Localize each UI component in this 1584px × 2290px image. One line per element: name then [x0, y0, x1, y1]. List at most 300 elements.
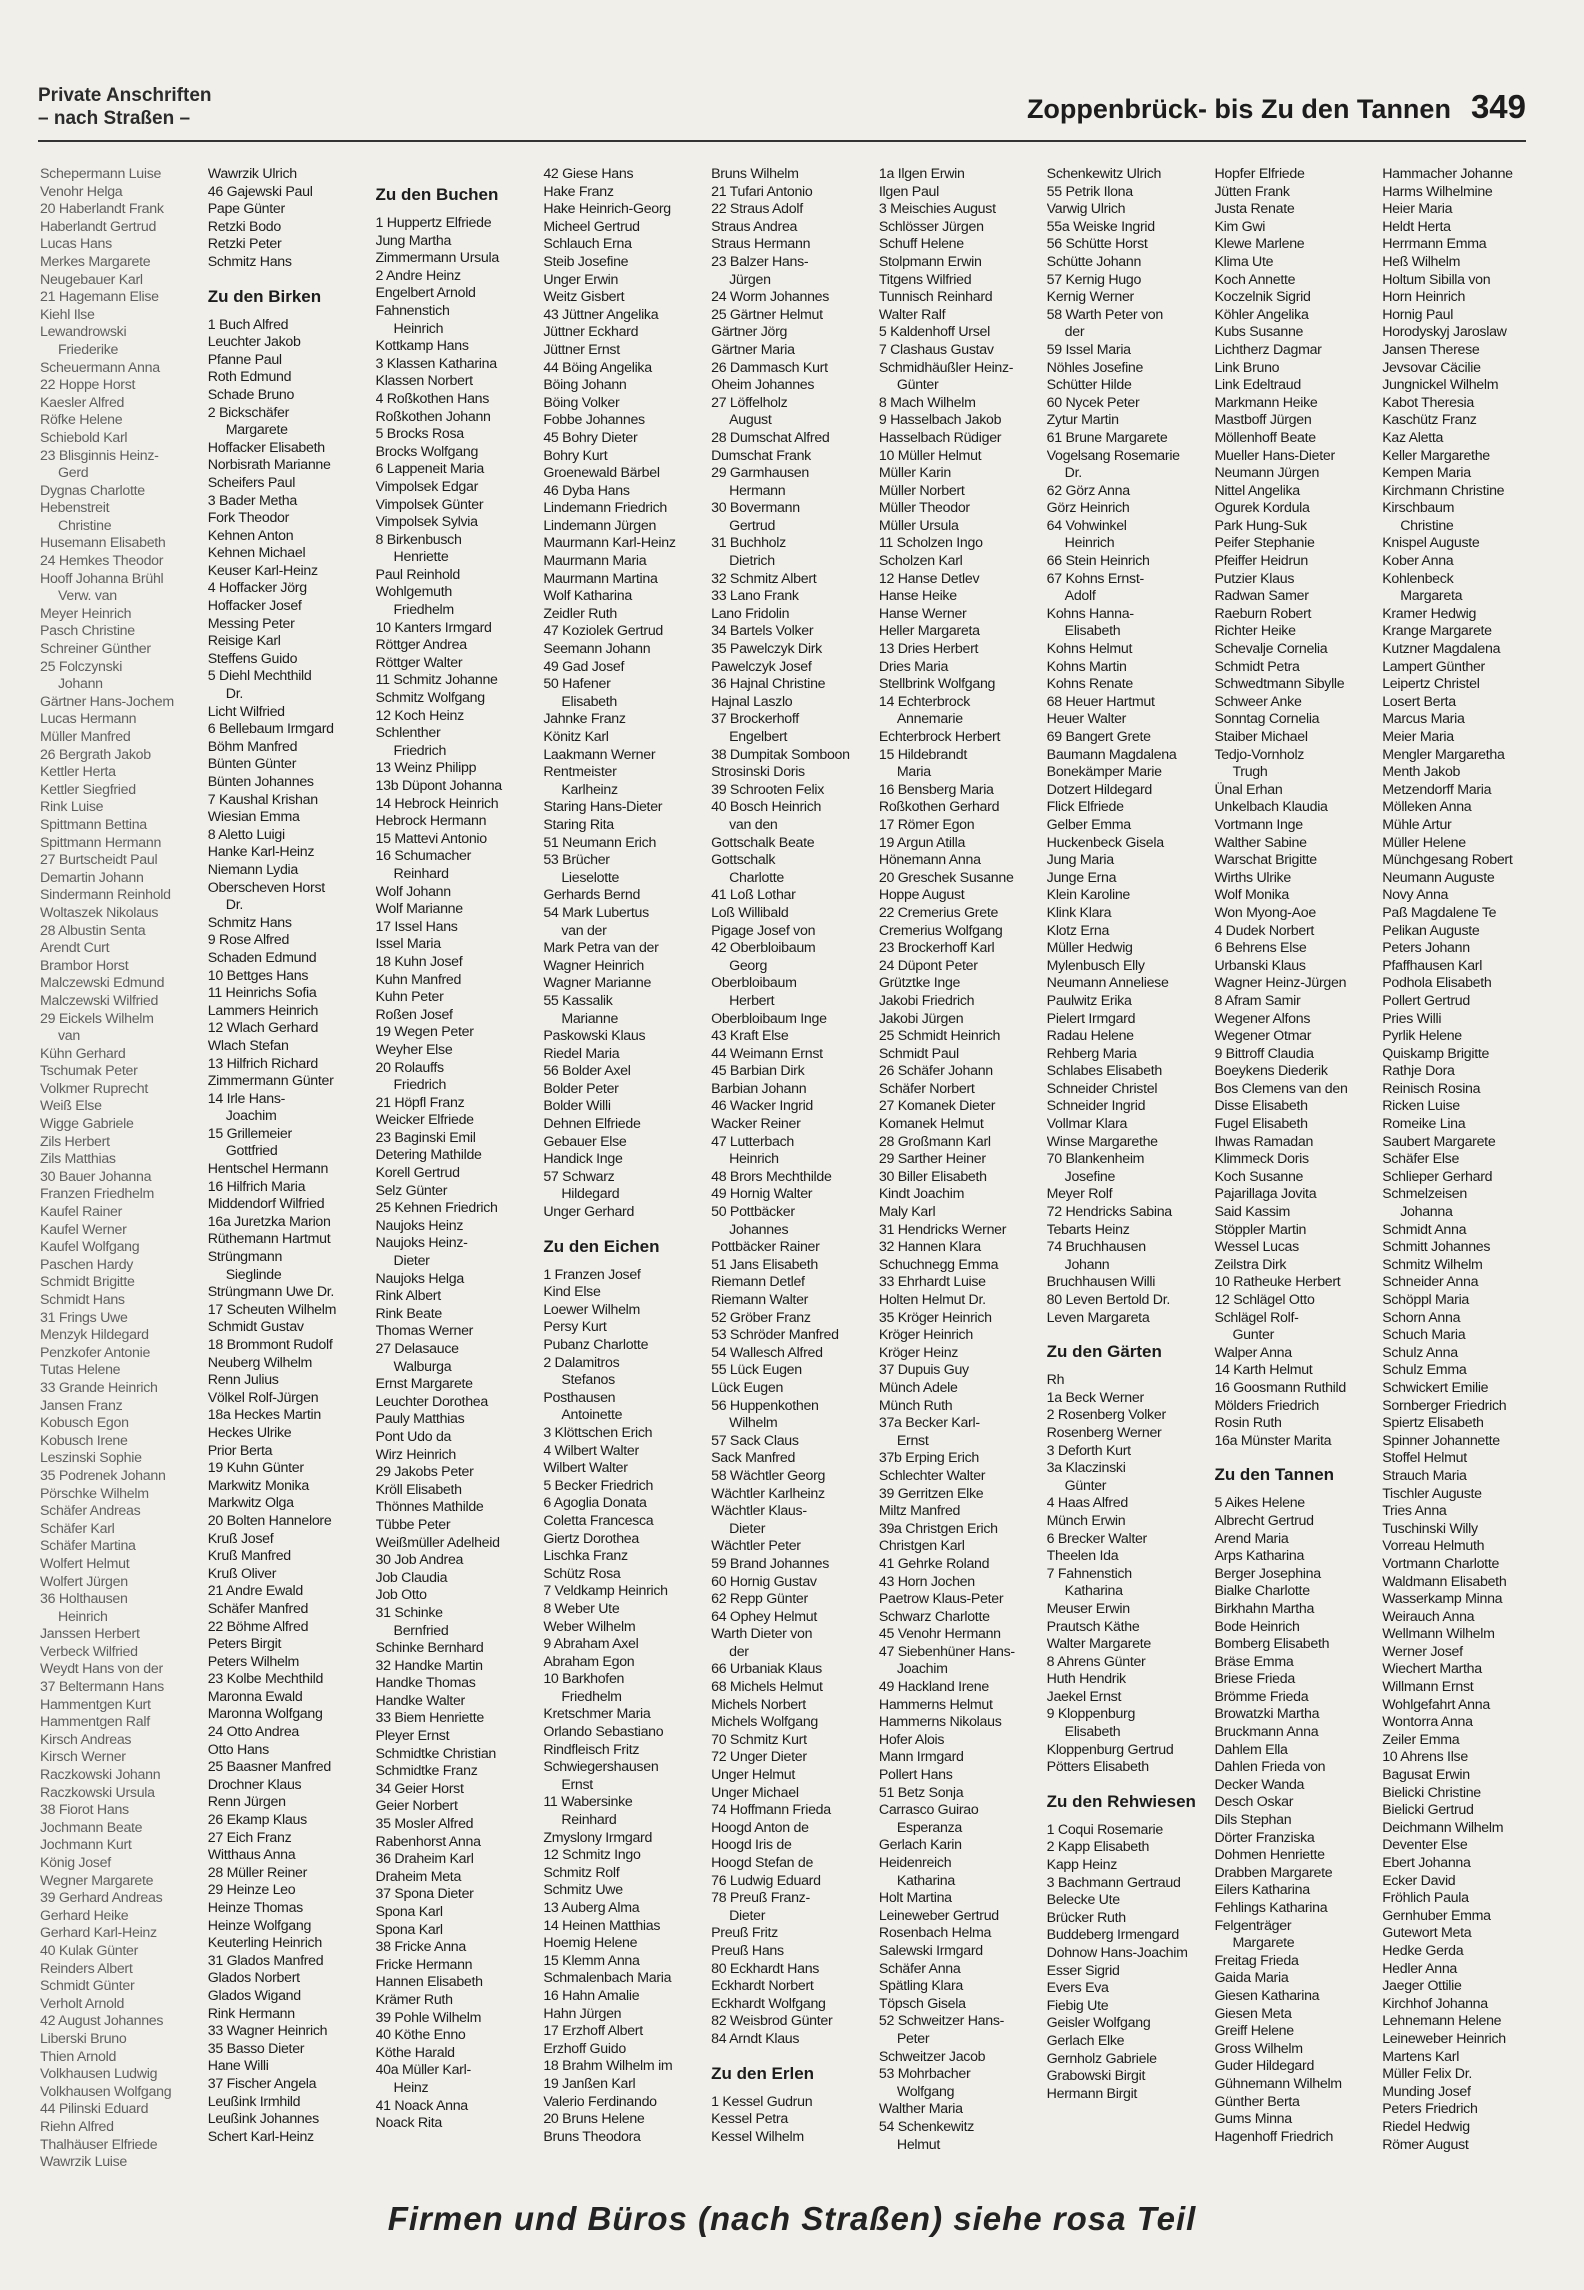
directory-entry: 46 Dyba Hans	[543, 482, 630, 499]
directory-entry: Tries Anna	[1382, 1503, 1447, 1520]
directory-entry: Scholzen Karl	[878, 553, 963, 570]
directory-entry: Weirauch Anna	[1382, 1608, 1475, 1625]
directory-entry: Günter	[1064, 1477, 1107, 1494]
directory-entry: Hoemig Helene	[543, 1935, 638, 1952]
directory-entry: Schäfer Andreas	[40, 1503, 141, 1520]
directory-entry: Hanke Karl-Heinz	[207, 844, 315, 861]
directory-entry: Tedjo-Vornholz	[1214, 746, 1305, 763]
directory-entry: Jüttner Ernst	[543, 341, 620, 358]
directory-entry: Wacker Reiner	[711, 1116, 801, 1133]
directory-entry: 28 Großmann Karl	[878, 1133, 991, 1150]
directory-entry: Fehlings Katharina	[1214, 1900, 1328, 1916]
directory-entry: Bernfried	[393, 1622, 449, 1639]
column-2	[208, 166, 370, 2201]
directory-entry: Orlando Sebastiano	[543, 1724, 664, 1741]
street-heading: Zu den Rehwiesen	[1046, 1791, 1196, 1811]
directory-entry: Vogelsang Rosemarie	[1046, 447, 1180, 464]
directory-entry: Kröger Heinz	[878, 1344, 959, 1361]
directory-entry: Weyher Else	[375, 1041, 453, 1058]
directory-entry: Spätling Klara	[878, 1978, 964, 1995]
directory-entry: Winse Margarethe	[1046, 1133, 1158, 1150]
directory-entry: Miltz Manfred	[878, 1503, 961, 1520]
directory-entry: 18 Kuhn Josef	[375, 953, 463, 970]
directory-entry: 12 Schmitz Ingo	[543, 1847, 641, 1864]
directory-entry: Reinders Albert	[40, 1960, 133, 1977]
directory-entry: Gärtner Hans-Jochem	[40, 693, 174, 710]
directory-entry: Groenewald Bärbel	[543, 465, 660, 482]
directory-entry: Jevsovar Cäcilie	[1382, 359, 1481, 376]
directory-entry: Kaufel Werner	[40, 1221, 127, 1238]
directory-entry: Roßkothen Johann	[375, 408, 491, 425]
directory-entry: Fröhlich Paula	[1382, 1890, 1469, 1907]
directory-entry: Hermann Birgit	[1046, 2085, 1138, 2102]
directory-entry: 66 Urbaniak Klaus	[711, 1661, 822, 1678]
directory-entry: Klink Klara	[1046, 904, 1112, 921]
directory-entry: Holten Helmut Dr.	[878, 1292, 986, 1308]
directory-entry: Kettler Herta	[40, 764, 116, 781]
directory-entry: 14 Hebrock Heinrich	[375, 795, 499, 812]
directory-entry: Schmidt Paul	[878, 1045, 959, 1062]
directory-entry: Bialke Charlotte	[1214, 1583, 1310, 1600]
directory-entry: 60 Nycek Peter	[1046, 394, 1140, 411]
directory-entry: 31 Frings Uwe	[40, 1309, 128, 1326]
directory-entry: Esser Sigrid	[1046, 1962, 1120, 1979]
directory-entry: Gühnemann Wilhelm	[1214, 2075, 1342, 2092]
directory-entry: Lichtherz Dagmar	[1214, 341, 1322, 358]
directory-entry: Kehnen Anton	[207, 527, 294, 544]
directory-entry: Mengler Margaretha	[1382, 746, 1505, 763]
directory-entry: Hebrock Hermann	[375, 813, 487, 830]
directory-entry: Röfke Helene	[40, 412, 123, 429]
directory-entry: Schlenther	[375, 725, 441, 742]
directory-entry: 3 Klöttschen Erich	[543, 1424, 653, 1441]
directory-entry: Töpsch Gisela	[878, 1995, 966, 2012]
directory-entry: 19 Janßen Karl	[543, 2075, 636, 2092]
directory-entry: Pörschke Wilhelm	[40, 1485, 149, 1502]
directory-entry: Huth Hendrik	[1046, 1671, 1126, 1688]
directory-entry: Kohns Helmut	[1046, 641, 1133, 658]
directory-entry: Zils Herbert	[40, 1133, 110, 1150]
directory-entry: Liberski Bruno	[40, 2030, 127, 2047]
directory-entry: Jürgen	[729, 271, 771, 288]
directory-entry: Eckhardt Wolfgang	[711, 1995, 826, 2012]
directory-entry: van der	[561, 922, 607, 939]
directory-entry: 16 Schumacher	[375, 848, 472, 865]
directory-entry: 37 Brockerhoff	[711, 711, 799, 728]
directory-entry: Dehnen Elfriede	[543, 1116, 641, 1133]
directory-entry: Lischka Franz	[543, 1548, 628, 1565]
directory-entry: Wilbert Walter	[543, 1460, 628, 1477]
directory-entry: Spona Karl	[375, 1904, 443, 1920]
directory-entry: 42 Oberbloibaum	[711, 940, 816, 957]
directory-entry: Jansen Therese	[1382, 341, 1480, 358]
directory-entry: Wawrzik Luise	[40, 2154, 128, 2171]
directory-entry: 37 Beltermann Hans	[40, 1679, 164, 1696]
directory-entry: 55 Kassalik	[543, 992, 613, 1009]
directory-entry: Ernst	[561, 1776, 593, 1793]
directory-entry: Walburga	[393, 1358, 452, 1375]
directory-entry: Münchgesang Robert	[1382, 852, 1513, 869]
directory-entry: Johanna	[1400, 1204, 1453, 1221]
directory-entry: Ihwas Ramadan	[1214, 1133, 1314, 1150]
directory-entry: Menzyk Hildegard	[40, 1327, 149, 1344]
section-title	[38, 84, 212, 130]
directory-entry: Dohmen Henriette	[1214, 1847, 1325, 1864]
directory-entry: 4 Haas Alfred	[1046, 1495, 1128, 1512]
directory-entry: Helmut	[896, 2136, 941, 2153]
directory-entry: Gernholz Gabriele	[1046, 2050, 1157, 2067]
directory-entry: 1a Beck Werner	[1046, 1389, 1144, 1406]
directory-entry: 51 Neumann Erich	[543, 834, 657, 851]
directory-entry: 20 Bolten Hannelore	[207, 1512, 332, 1529]
column-4	[543, 166, 705, 2201]
directory-entry: Mylenbusch Elly	[1046, 957, 1145, 974]
directory-entry: 12 Schlägel Otto	[1214, 1292, 1315, 1308]
directory-entry: Wirz Heinrich	[375, 1446, 456, 1463]
directory-entry: Gerhard Heike	[40, 1907, 129, 1924]
directory-entry: Rink Luise	[40, 799, 104, 816]
directory-entry: 25 Schmidt Heinrich	[878, 1028, 1001, 1045]
directory-entry: Walther Maria	[878, 2101, 963, 2118]
directory-entry: Böing Volker	[543, 394, 620, 411]
directory-entry: 19 Wegen Peter	[375, 1024, 474, 1041]
directory-entry: Naujoks Helga	[375, 1270, 464, 1287]
directory-entry: Persy Kurt	[543, 1319, 607, 1336]
directory-entry: 13 Weinz Philipp	[375, 760, 477, 777]
directory-entry: Coletta Francesca	[543, 1512, 654, 1529]
directory-entry: Handke Walter	[375, 1692, 465, 1709]
directory-entry: Leven Margareta	[1046, 1309, 1150, 1326]
directory-entry: Kramer Hedwig	[1382, 605, 1477, 622]
directory-entry: Ilgen Paul	[878, 183, 939, 200]
directory-entry: Noack Rita	[375, 2115, 442, 2132]
directory-entry: Unger Helmut	[711, 1767, 796, 1784]
directory-entry: 8 Mach Wilhelm	[878, 394, 976, 411]
directory-entry: Schmitz Rolf	[543, 1864, 620, 1881]
directory-entry: Demartin Johann	[40, 869, 144, 886]
directory-entry: Schwiegershausen	[543, 1759, 659, 1776]
directory-entry: Middendorf Wilfried	[207, 1196, 325, 1213]
directory-entry: 18 Brommont Rudolf	[207, 1337, 333, 1353]
directory-entry: Gertrud	[729, 517, 776, 534]
directory-entry: Klotz Erna	[1046, 922, 1110, 939]
directory-entry: Selz Günter	[375, 1182, 448, 1199]
directory-entry: Leußink Irmhild	[207, 2093, 301, 2110]
directory-entry: Pape Günter	[207, 201, 285, 218]
directory-entry: Leußink Johannes	[207, 2111, 319, 2128]
directory-entry: Walter Ralf	[878, 306, 946, 323]
directory-entry: Neumann Anneliese	[1046, 975, 1169, 992]
directory-entry: Rink Beate	[375, 1305, 442, 1322]
directory-entry: 7 Fahnenstich	[1046, 1565, 1132, 1582]
directory-entry: Theelen Ida	[1046, 1548, 1119, 1565]
directory-entry: Barbian Johann	[711, 1080, 807, 1097]
directory-entry: Rosin Ruth	[1214, 1415, 1282, 1432]
directory-entry: Meyer Heinrich	[40, 605, 132, 622]
column-6	[879, 166, 1041, 2201]
directory-entry: Hoogd Iris de	[711, 1837, 792, 1854]
directory-entry: Haberlandt Gertrud	[40, 218, 157, 235]
directory-entry: Klassen Norbert	[375, 373, 473, 390]
directory-entry: 27 Löffelholz	[711, 394, 788, 411]
directory-entry: 45 Venohr Hermann	[878, 1626, 1001, 1643]
directory-entry: 26 Schäfer Johann	[878, 1063, 993, 1080]
directory-entry: Stoffel Helmut	[1382, 1450, 1467, 1467]
directory-entry: Gunter	[1232, 1327, 1275, 1344]
directory-entry: Loß Willibald	[711, 904, 789, 921]
directory-entry: Jung Maria	[1046, 852, 1114, 869]
directory-entry: 20 Greschek Susanne	[878, 869, 1014, 886]
directory-entry: 39 Pohle Wilhelm	[375, 2009, 482, 2026]
directory-entry: Staring Hans-Dieter	[543, 799, 663, 816]
directory-entry: Bode Heinrich	[1214, 1618, 1300, 1635]
directory-entry: 54 Wallesch Alfred	[711, 1344, 823, 1361]
directory-entry: 44 Weimann Ernst	[711, 1045, 823, 1062]
directory-entry: 70 Schmitz Kurt	[711, 1731, 807, 1748]
directory-entry: Pottbäcker Rainer	[711, 1239, 820, 1256]
directory-entry: Wawrzik Ulrich	[207, 166, 297, 182]
directory-entry: 4 Hoffacker Jörg	[207, 580, 307, 597]
directory-entry: Huckenbeck Gisela	[1046, 834, 1164, 851]
directory-entry: 40 Kulak Günter	[40, 1942, 139, 1959]
directory-entry: 42 August Johannes	[40, 2013, 164, 2030]
directory-entry: Park Hung-Suk	[1214, 517, 1307, 534]
directory-entry: Gaida Maria	[1214, 1970, 1289, 1987]
street-range: Zoppenbrück- bis Zu den Tannen	[1026, 94, 1451, 124]
directory-entry: Link Edeltraud	[1214, 377, 1301, 394]
directory-entry: Fobbe Johannes	[543, 412, 645, 429]
directory-entry: 84 Arndt Klaus	[711, 2030, 800, 2047]
directory-entry: 37 Fischer Angela	[207, 2075, 317, 2092]
directory-entry: Kempen Maria	[1382, 465, 1471, 482]
directory-entry: Heuer Walter	[1046, 711, 1127, 728]
directory-entry: Neuberg Wilhelm	[207, 1354, 313, 1371]
directory-entry: Kubs Susanne	[1214, 324, 1304, 341]
directory-entry: 8 Afram Samir	[1214, 992, 1301, 1009]
directory-entry: Witthaus Anna	[207, 1847, 296, 1864]
directory-entry: Gerlach Elke	[1046, 2032, 1125, 2049]
directory-entry: Jaekel Ernst	[1046, 1688, 1122, 1705]
directory-entry: Schmidtke Christian	[375, 1745, 497, 1762]
directory-entry: Verbeck Wilfried	[40, 1643, 138, 1660]
directory-entry: Bünten Günter	[207, 756, 297, 773]
directory-entry: 21 Andre Ewald	[207, 1583, 303, 1600]
directory-entry: Thönnes Mathilde	[375, 1499, 484, 1516]
directory-entry: Peters Birgit	[207, 1636, 282, 1653]
directory-entry: Wilhelm	[729, 1415, 778, 1432]
directory-entry: 1 Buch Alfred	[207, 316, 289, 333]
directory-entry: Lucas Hans	[40, 236, 112, 253]
directory-entry: Kruß Oliver	[207, 1565, 277, 1582]
directory-entry: Heinrich	[393, 320, 444, 337]
directory-entry: August	[729, 412, 772, 429]
directory-entry: Hannen Elisabeth	[375, 1974, 483, 1991]
directory-entry: Neumann Auguste	[1382, 869, 1495, 886]
directory-entry: 8 Birkenbusch	[375, 531, 462, 548]
directory-entry: 14 Echterbrock	[878, 693, 971, 710]
directory-entry: Riehn Alfred	[40, 2118, 114, 2135]
directory-entry: Hentschel Hermann	[207, 1161, 329, 1178]
directory-entry: Kehnen Michael	[207, 545, 306, 562]
directory-entry: Hammerns Helmut	[878, 1696, 993, 1713]
directory-entry: 6 Behrens Else	[1214, 940, 1307, 957]
directory-entry: Peters Friedrich	[1382, 2101, 1478, 2118]
directory-entry: Leuchter Dorothea	[375, 1393, 488, 1410]
directory-entry: Müller Felix Dr.	[1382, 2066, 1473, 2083]
directory-entry: Volkhausen Wolfgang	[40, 2083, 172, 2100]
directory-entry: 64 Vohwinkel	[1046, 517, 1127, 534]
directory-entry: Cremerius Wolfgang	[878, 922, 1003, 939]
directory-entry: 82 Weisbrod Günter	[711, 2013, 833, 2030]
directory-entry: Wiechert Martha	[1382, 1661, 1482, 1678]
directory-entry: Friedrich	[393, 1077, 447, 1094]
directory-entry: Kettler Siegfried	[40, 781, 136, 798]
directory-entry: Roth Edmund	[207, 369, 292, 386]
directory-entry: 3 Meischies August	[878, 201, 996, 218]
directory-entry: Kloppenburg Gertrud	[1046, 1741, 1174, 1758]
directory-entry: 29 Garmhausen	[711, 465, 809, 482]
directory-entry: Said Kassim	[1214, 1204, 1290, 1221]
directory-entry: Paskowski Klaus	[543, 1028, 646, 1045]
directory-entry: Warschat Brigitte	[1214, 852, 1317, 869]
directory-entry: Radwan Samer	[1214, 588, 1309, 605]
directory-entry: 39a Christgen Erich	[878, 1520, 998, 1537]
directory-entry: Lehnemann Helene	[1382, 2013, 1502, 2030]
directory-entry: Hammentgen Ralf	[40, 1714, 150, 1731]
directory-entry: Lano Fridolin	[711, 605, 790, 622]
directory-entry: Herrmann Emma	[1382, 236, 1487, 253]
directory-entry: Gottschalk Beate	[711, 834, 815, 851]
directory-entry: 38 Dumpitak Somboon	[711, 746, 850, 763]
directory-entry: Sornberger Friedrich	[1382, 1397, 1507, 1414]
directory-entry: Wolf Katharina	[543, 588, 632, 605]
directory-entry: 69 Bangert Grete	[1046, 729, 1151, 745]
directory-entry: 66 Stein Heinrich	[1046, 553, 1150, 570]
directory-entry: Mark Petra van der	[543, 940, 659, 957]
directory-entry: 57 Schwarz	[543, 1168, 615, 1185]
directory-entry: 16 Hilfrich Maria	[207, 1178, 306, 1195]
directory-entry: Heinrich	[1064, 535, 1115, 552]
directory-entry: 53 Mohrbacher	[878, 2066, 971, 2083]
directory-entry: Herbert	[729, 992, 775, 1009]
directory-entry: 9 Kloppenburg	[1046, 1706, 1136, 1723]
directory-entry: 15 Hildebrandt	[878, 746, 967, 763]
directory-entry: Kohns Martin	[1046, 658, 1127, 675]
directory-entry: Peter	[896, 2030, 930, 2047]
directory-entry: Nittel Angelika	[1214, 482, 1300, 499]
directory-entry: Glados Wigand	[207, 1987, 301, 2004]
directory-entry: 74 Hoffmann Frieda	[711, 1802, 831, 1819]
directory-entry: Brömme Frieda	[1214, 1688, 1309, 1705]
directory-entry: 4 Wilbert Walter	[543, 1442, 639, 1459]
directory-entry: Felgenträger	[1214, 1917, 1292, 1934]
directory-entry: Röttger Andrea	[375, 637, 467, 654]
directory-entry: 3 Klassen Katharina	[375, 355, 497, 372]
directory-entry: 13b Düpont Johanna	[375, 778, 502, 794]
directory-entry: Schulz Emma	[1382, 1362, 1467, 1379]
directory-entry: Kühn Gerhard	[40, 1045, 126, 1062]
directory-entry: Schiebold Karl	[40, 429, 128, 446]
directory-entry: Schmitz Uwe	[543, 1882, 623, 1899]
directory-entry: 31 Glados Manfred	[207, 1952, 324, 1969]
directory-entry: Bünten Johannes	[207, 774, 314, 790]
directory-entry: Meuser Erwin	[1046, 1600, 1130, 1617]
directory-entry: Spinner Johannette	[1382, 1432, 1500, 1449]
directory-entry: Desch Oskar	[1214, 1794, 1294, 1811]
directory-entry: Peifer Stephanie	[1214, 535, 1315, 552]
directory-entry: Meyer Rolf	[1046, 1186, 1113, 1203]
directory-entry: Wlach Stefan	[207, 1037, 289, 1054]
directory-entry: Thalhäuser Elfriede	[40, 2136, 158, 2153]
directory-entry: 19 Argun Atilla	[878, 834, 966, 851]
directory-entry: Abraham Egon	[543, 1653, 635, 1670]
directory-entry: Riedel Maria	[543, 1045, 620, 1062]
directory-entry: Völkel Rolf-Jürgen	[207, 1389, 319, 1406]
directory-entry: 33 Biem Henriette	[375, 1710, 485, 1727]
directory-entry: Heidenreich	[878, 1855, 952, 1871]
directory-entry: Spittmann Hermann	[40, 834, 162, 851]
directory-entry: Horn Heinrich	[1382, 289, 1466, 306]
directory-entry: Rink Hermann	[207, 2005, 295, 2022]
directory-entry: van den	[729, 816, 778, 833]
directory-entry: 10 Müller Helmut	[878, 447, 982, 464]
directory-entry: Kaschütz Franz	[1382, 412, 1477, 429]
directory-entry: Pfeiffer Heidrun	[1214, 553, 1308, 570]
directory-entry: Quiskamp Brigitte	[1382, 1045, 1490, 1062]
directory-entry: Kessel Wilhelm	[711, 2128, 804, 2145]
directory-entry: Franzen Friedhelm	[40, 1186, 154, 1203]
directory-entry: 67 Kohns Ernst-	[1046, 570, 1144, 587]
directory-entry: Wegener Alfons	[1214, 1010, 1311, 1027]
directory-entry: Gärtner Maria	[711, 341, 795, 358]
directory-entry: Retzki Bodo	[207, 218, 281, 235]
directory-entry: Maly Karl	[878, 1204, 936, 1221]
directory-entry: Josefine	[1064, 1168, 1116, 1185]
directory-entry: Dumschat Frank	[711, 447, 811, 464]
directory-entry: Horodyskyj Jaroslaw	[1382, 324, 1507, 341]
directory-entry: Sieglinde	[225, 1266, 282, 1283]
directory-entry: 80 Eckhardt Hans	[711, 1960, 820, 1977]
directory-entry: Rink Albert	[375, 1288, 441, 1305]
directory-entry: Schlabes Elisabeth	[1046, 1063, 1162, 1080]
directory-entry: Venohr Helga	[40, 183, 123, 200]
directory-entry: Werner Josef	[1382, 1643, 1463, 1660]
directory-entry: Markwitz Monika	[207, 1477, 309, 1494]
directory-entry: Heier Maria	[1382, 201, 1453, 218]
directory-entry: Michels Norbert	[711, 1696, 806, 1713]
directory-entry: Evers Eva	[1046, 1980, 1109, 1997]
directory-entry: Gerhards Bernd	[543, 887, 641, 904]
directory-entry: Losert Berta	[1382, 693, 1456, 710]
directory-entry: 45 Barbian Dirk	[711, 1063, 805, 1080]
directory-entry: Jahnke Franz	[543, 711, 626, 728]
directory-entry: Hane Willi	[207, 2058, 269, 2075]
directory-entry: Vortmann Inge	[1214, 816, 1303, 833]
directory-entry: Meier Maria	[1382, 729, 1454, 745]
directory-entry: Hake Heinrich-Georg	[543, 201, 671, 218]
directory-entry: 55 Petrik Ilona	[1046, 183, 1133, 200]
directory-entry: Handke Thomas	[375, 1675, 476, 1692]
directory-entry: Münch Erwin	[1046, 1512, 1126, 1529]
directory-entry: 5 Brocks Rosa	[375, 426, 464, 443]
directory-entry: Neumann Jürgen	[1214, 465, 1320, 482]
directory-entry: Katharina	[1064, 1583, 1123, 1600]
directory-entry: Schmelzeisen	[1382, 1186, 1467, 1203]
directory-entry: Gross Wilhelm	[1214, 2040, 1303, 2057]
directory-entry: 16a Münster Marita	[1214, 1432, 1332, 1449]
directory-entry: Kröger Heinrich	[878, 1327, 973, 1344]
directory-entry: 17 Issel Hans	[375, 918, 458, 935]
